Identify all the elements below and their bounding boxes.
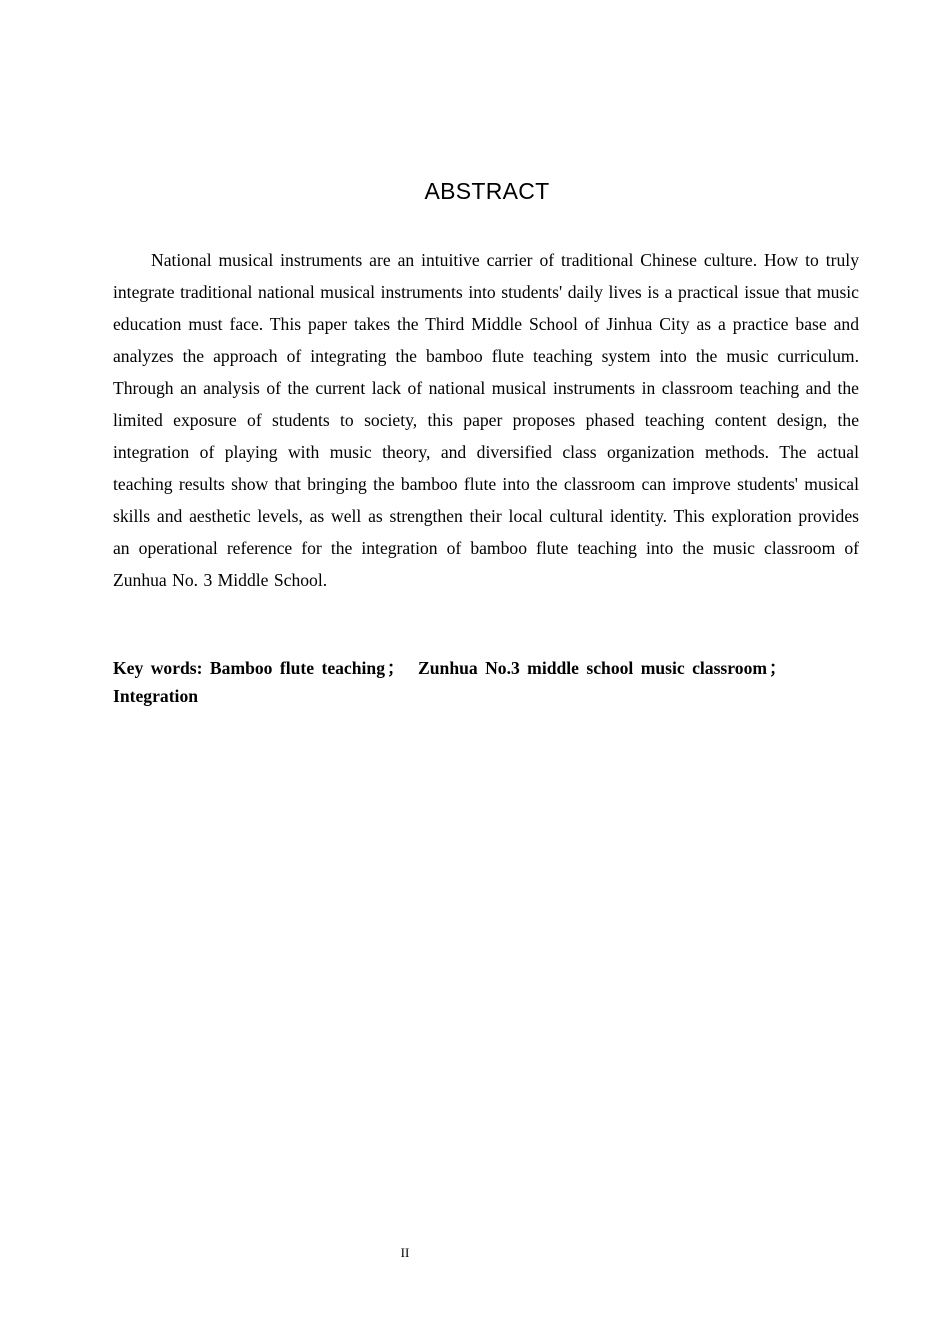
- keyword-item: Integration: [113, 686, 199, 706]
- abstract-title: ABSTRACT: [424, 178, 550, 204]
- page-number: II: [400, 1245, 410, 1260]
- keywords-label: Key words:: [113, 658, 203, 678]
- abstract-body: National musical instruments are an intuitive carrier of traditional Chinese culture. How to truly integrate traditional national musical instruments into students' daily lives is a practical issue that music education must face. This paper takes the Third Middle School of Jinhua City as a practice base and analyzes the approach of integrating the bamboo flute teaching system into the music curriculum. Through an analysis of the current lack of national musical instruments in classroom teaching and the limited exposure of students to society, this paper proposes phased teaching content design, the integration of playing with music theory, and diversified class organization methods. The actual teaching results show that bringing the bamboo flute into the classroom can improve students' musical skills and aesthetic levels, as well as strengthen their local cultural identity. This exploration provides an operational reference for the integration of bamboo flute teaching into the music classroom of Zunhua No. 3 Middle School.: [113, 250, 859, 590]
- keyword-separator: ；: [387, 658, 405, 678]
- keyword-item: Zunhua No.3 middle school music classroom: [418, 658, 768, 678]
- keyword-separator: ；: [769, 658, 787, 678]
- keywords-line: [113, 654, 853, 710]
- keyword-item: Bamboo flute teaching: [209, 658, 385, 678]
